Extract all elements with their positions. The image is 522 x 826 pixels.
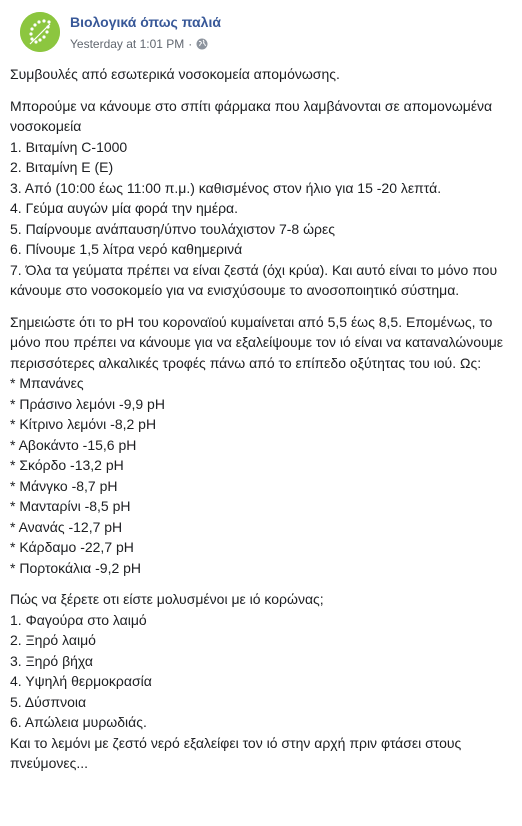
list-item: 2. Βιταμίνη E (E): [10, 159, 114, 175]
page-avatar[interactable]: [20, 12, 60, 52]
symptoms-heading: Πώς να ξέρετε οτι είστε μολυσμένοι με ιό κορώνας;: [10, 591, 324, 607]
ph-section: [10, 312, 512, 579]
post-body: [10, 64, 512, 785]
list-item: * Κάρδαμο -22,7 pH: [10, 539, 134, 555]
list-item: * Αβοκάντο -15,6 pH: [10, 436, 137, 453]
list-item: 5. Παίρνουμε ανάπαυση/ύπνο τουλάχιστον 7-8 ώρες: [10, 220, 335, 237]
list-item: 4. Υψηλή θερμοκρασία: [10, 673, 152, 689]
symptoms-section: [10, 589, 512, 774]
post-meta: [70, 37, 208, 51]
list-item: 7. Όλα τα γεύματα πρέπει να είναι ζεστά (όχι κρύα). Και αυτό είναι το μόνο που κάνουμε στο νοσοκομείο για να ενισχύσουμε το ανοσοποιητικό σύστημα.: [10, 261, 498, 298]
list-item: 2. Ξηρό λαιμό: [10, 632, 96, 648]
list-item: * Μάνγκο -8,7 pH: [10, 477, 118, 494]
list-item: 1. Βιταμίνη C-1000: [10, 138, 128, 155]
list-item: 5. Δύσπνοια: [10, 693, 87, 710]
post-intro: Συμβουλές από εσωτερικά νοσοκομεία απομόνωσης.: [10, 66, 340, 82]
meta-separator: ·: [188, 37, 193, 51]
list-item: 6. Πίνουμε 1,5 λίτρα νερό καθημερινά: [10, 241, 243, 257]
list-item: 1. Φαγούρα στο λαιμό: [10, 611, 147, 628]
remedies-heading: Μπορούμε να κάνουμε στο σπίτι φάρμακα που λαμβάνονται σε απομονωμένα νοσοκομεία: [10, 97, 493, 134]
ph-heading: Σημειώστε ότι το pH του κοροναϊού κυμαίνεται από 5,5 έως 8,5. Επομένως, το μόνο που πρέπει να κάνουμε για να εξαλείψουμε τον ιό είναι να καταναλώνουμε περισσότερες αλκαλικές τροφές πάνω από το επίπεδο οξύτητας του ιού. Ως:: [10, 313, 504, 371]
list-item: * Μανταρίνι -8,5 pH: [10, 498, 131, 514]
list-item: * Πορτοκάλια -9,2 pH: [10, 559, 142, 576]
list-item: 3. Από (10:00 έως 11:00 π.μ.) καθισμένος στον ήλιο για 15 -20 λεπτά.: [10, 179, 442, 196]
list-item: * Κίτρινο λεμόνι -8,2 pH: [10, 416, 157, 432]
list-item: 3. Ξηρό βήχα: [10, 652, 93, 669]
list-item: * Πράσινο λεμόνι -9,9 pH: [10, 395, 165, 412]
list-item: * Ανανάς -12,7 pH: [10, 518, 123, 535]
remedies-section: [10, 96, 512, 301]
closing-text: Και το λεμόνι με ζεστό νερό εξαλείφει τον ιό στην αρχή πριν φτάσει στους πνεύμονες...: [10, 734, 462, 771]
globe-icon[interactable]: [196, 38, 208, 50]
eu-organic-leaf-logo-icon: [20, 12, 60, 52]
page-name-link[interactable]: Βιολογικά όπως παλιά: [70, 14, 221, 30]
list-item: 4. Γεύμα αυγών μία φορά την ημέρα.: [10, 200, 239, 216]
list-item: * Σκόρδο -13,2 pH: [10, 457, 124, 473]
list-item: * Μπανάνες: [10, 375, 84, 391]
post-header: [10, 0, 512, 60]
post-timestamp[interactable]: Yesterday at 1:01 PM: [70, 37, 185, 51]
list-item: 6. Απώλεια μυρωδιάς.: [10, 714, 147, 730]
